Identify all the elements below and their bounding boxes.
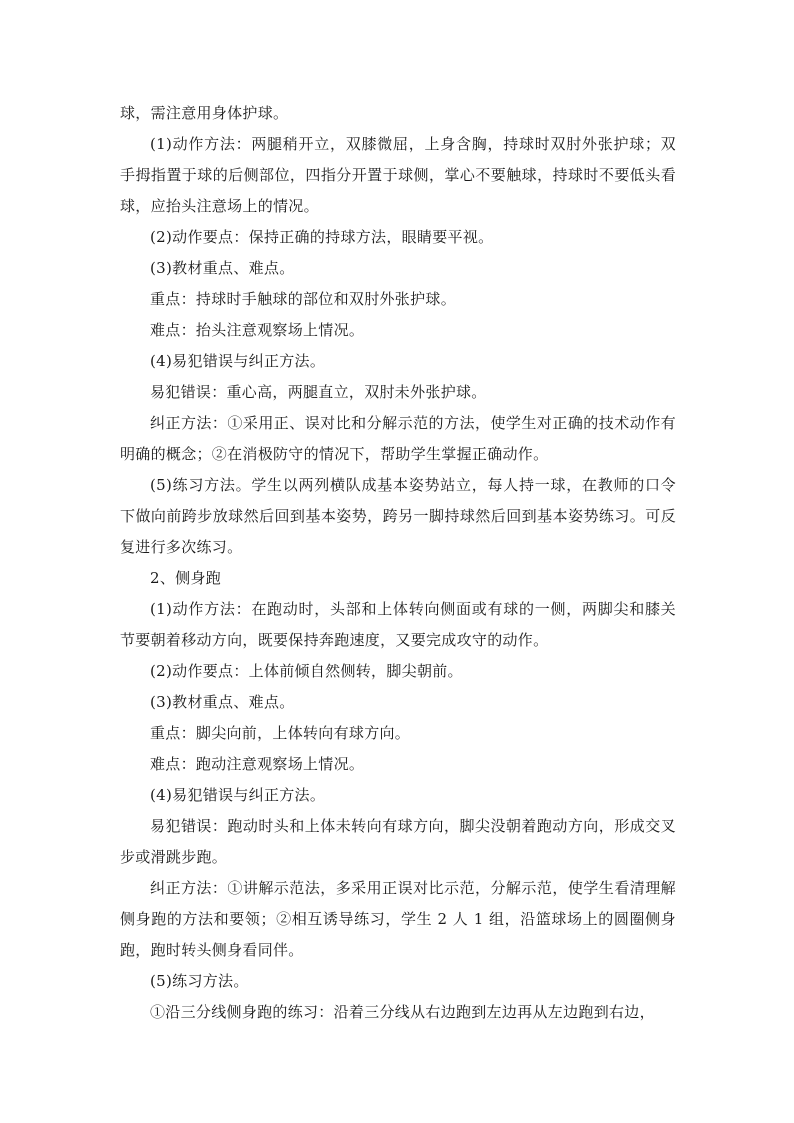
paragraph: (5)练习方法。学生以两列横队成基本姿势站立，每人持一球，在教师的口令下做向前跨步放球然后回到基本姿势，跨另一脚持球然后回到基本姿势练习。可反复进行多次练习。 [120,476,676,556]
paragraph: 纠正方法：①讲解示范法，多采用正误对比示范，分解示范，使学生看清理解侧身跑的方法和要领；②相互诱导练习，学生 2 人 1 组，沿篮球场上的圆圈侧身跑，跑时转头侧身看同伴。 [120,879,676,959]
paragraph: 重点：脚尖向前，上体转向有球方向。 [150,724,411,742]
paragraph: 纠正方法：①采用正、误对比和分解示范的方法，使学生对正确的技术动作有明确的概念；②在消极防守的情况下，帮助学生掌握正确动作。 [120,414,676,463]
paragraph: (2)动作要点：保持正确的持球方法，眼睛要平视。 [150,228,494,246]
section-heading: (4)易犯错误与纠正方法。 [150,352,326,370]
section-heading: (4)易犯错误与纠正方法。 [150,786,326,804]
paragraph: (2)动作要点：上体前倾自然侧转，脚尖朝前。 [150,662,463,680]
paragraph: 难点：抬头注意观察场上情况。 [150,321,365,339]
paragraph: (1)动作方法：在跑动时，头部和上体转向侧面或有球的一侧，两脚尖和膝关节要朝着移动方向，既要保持奔跑速度，又要完成攻守的动作。 [120,600,676,649]
paragraph: 球，需注意用身体护球。 [120,104,289,122]
section-heading: (3)教材重点、难点。 [150,693,295,711]
document-body [120,98,676,1028]
paragraph: 易犯错误：重心高，两腿直立，双肘未外张护球。 [150,383,487,401]
section-heading: (5)练习方法。 [150,972,249,990]
section-heading: (3)教材重点、难点。 [150,259,295,277]
paragraph: 易犯错误：跑动时头和上体未转向有球方向，脚尖没朝着跑动方向，形成交叉步或滑跳步跑。 [120,817,676,866]
section-heading: 2、侧身跑 [150,569,222,587]
paragraph: ①沿三分线侧身跑的练习：沿着三分线从右边跑到左边再从左边跑到右边， [150,1003,655,1021]
paragraph: 难点：跑动注意观察场上情况。 [150,755,365,773]
paragraph: 重点：持球时手触球的部位和双肘外张护球。 [150,290,457,308]
paragraph: (1)动作方法：两腿稍开立，双膝微屈，上身含胸，持球时双肘外张护球；双手拇指置于球的后侧部位，四指分开置于球侧，掌心不要触球，持球时不要低头看球，应抬头注意场上的情况。 [120,135,676,215]
